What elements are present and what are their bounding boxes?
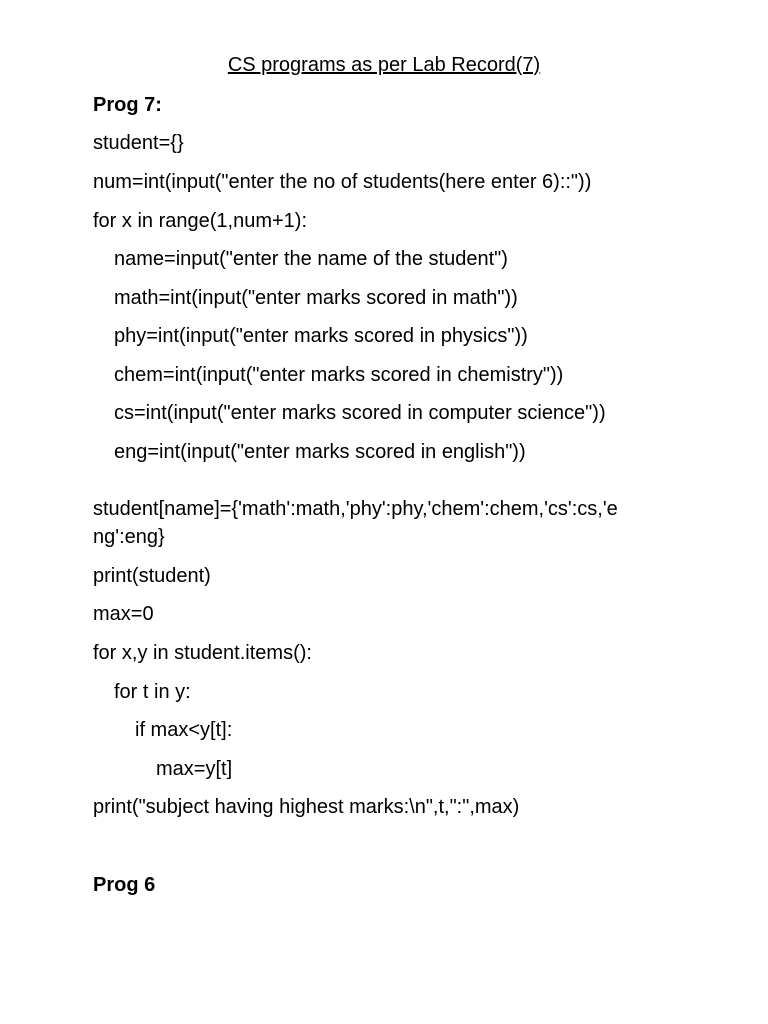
code-line: student={} <box>93 132 184 154</box>
code-line: print(student) <box>93 565 211 587</box>
code-line: for x in range(1,num+1): <box>93 210 307 232</box>
code-line: for x,y in student.items(): <box>93 642 312 664</box>
code-line: ng':eng} <box>93 526 165 548</box>
code-line: name=input("enter the name of the student") <box>114 248 508 270</box>
code-line: if max<y[t]: <box>135 719 233 741</box>
code-line: print("subject having highest marks:\n",t,":",max) <box>93 796 520 818</box>
code-line: chem=int(input("enter marks scored in chemistry")) <box>114 364 564 386</box>
code-line: phy=int(input("enter marks scored in physics")) <box>114 325 528 347</box>
document-title: CS programs as per Lab Record(7) <box>227 54 541 76</box>
code-line: math=int(input("enter marks scored in math")) <box>114 287 518 309</box>
code-line: cs=int(input("enter marks scored in computer science")) <box>114 402 606 424</box>
code-line: num=int(input("enter the no of students(here enter 6)::")) <box>93 171 592 193</box>
code-line: max=y[t] <box>156 758 233 780</box>
code-line: student[name]={'math':math,'phy':phy,'chem':chem,'cs':cs,'e <box>93 498 618 520</box>
prog6-heading: Prog 6 <box>93 874 156 896</box>
code-line: max=0 <box>93 603 154 625</box>
code-line: for t in y: <box>114 681 191 703</box>
code-line: eng=int(input("enter marks scored in english")) <box>114 441 526 463</box>
prog7-heading: Prog 7: <box>93 94 162 116</box>
